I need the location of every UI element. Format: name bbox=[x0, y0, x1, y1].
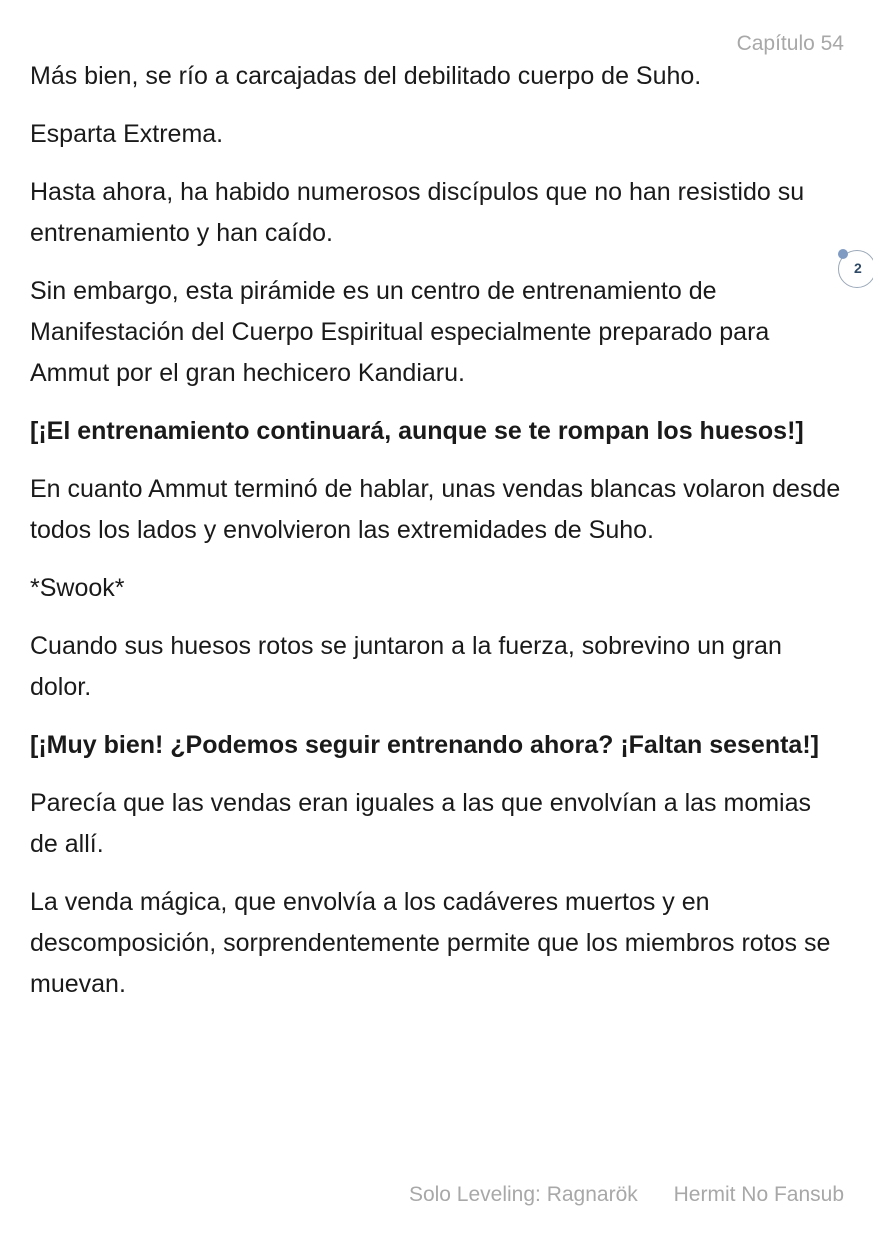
paragraph: En cuanto Ammut terminó de hablar, unas vendas blancas volaron desde todos los lados y envolvieron las extremidades de Suho. bbox=[30, 475, 841, 544]
page-dot-icon bbox=[838, 249, 848, 259]
paragraph: *Swook* bbox=[30, 574, 125, 602]
paragraph: La venda mágica, que envolvía a los cadáveres muertos y en descomposición, sorprendentemente permite que los miembros rotos se muevan. bbox=[30, 888, 831, 998]
dialogue-paragraph: [¡El entrenamiento continuará, aunque se te rompan los huesos!] bbox=[30, 417, 804, 445]
chapter-title: Capítulo 54 bbox=[736, 32, 844, 55]
paragraph: Sin embargo, esta pirámide es un centro de entrenamiento de Manifestación del Cuerpo Espiritual especialmente preparado para Ammut por el gran hechicero Kandiaru. bbox=[30, 277, 770, 387]
fansub-group: Hermit No Fansub bbox=[673, 1183, 844, 1206]
dialogue-paragraph: [¡Muy bien! ¿Podemos seguir entrenando ahora? ¡Faltan sesenta!] bbox=[30, 731, 819, 759]
footer bbox=[409, 1183, 844, 1207]
page-number: 2 bbox=[854, 260, 862, 276]
page-indicator-badge[interactable] bbox=[838, 250, 873, 288]
paragraph: Parecía que las vendas eran iguales a las que envolvían a las momias de allí. bbox=[30, 789, 812, 858]
book-title: Solo Leveling: Ragnarök bbox=[408, 1183, 638, 1206]
paragraph: Hasta ahora, ha habido numerosos discípulos que no han resistido su entrenamiento y han caído. bbox=[30, 178, 805, 247]
paragraph: Cuando sus huesos rotos se juntaron a la fuerza, sobrevino un gran dolor. bbox=[30, 632, 782, 701]
paragraph: Esparta Extrema. bbox=[30, 120, 224, 148]
paragraph: Más bien, se río a carcajadas del debilitado cuerpo de Suho. bbox=[30, 62, 702, 90]
chapter-text bbox=[30, 56, 842, 1022]
